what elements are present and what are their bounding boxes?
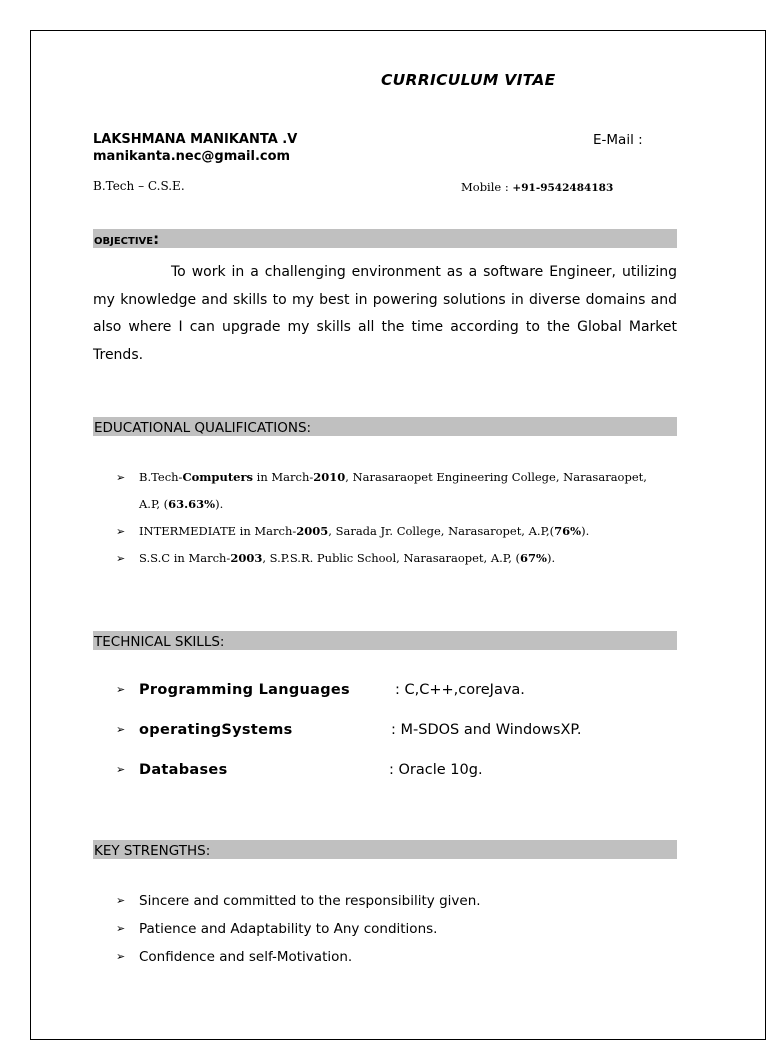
list-item: ➢ B.Tech-Computers in March-2010, Narasaraopet Engineering College, Narasaraopet, A.P, (63.63%).: [93, 464, 683, 518]
skill-label: Programming Languages: [139, 682, 350, 698]
mobile-label: Mobile :: [461, 180, 509, 194]
arrow-bullet-icon: ➢: [116, 763, 126, 776]
email-label: E-Mail :: [593, 132, 643, 148]
mobile-number: +91-9542484183: [512, 182, 614, 194]
education-heading: EDUCATIONAL QUALIFICATIONS:: [94, 419, 312, 436]
skill-value: : M-SDOS and WindowsXP.: [391, 722, 582, 738]
email-address: manikanta.nec@gmail.com: [93, 149, 291, 164]
education-heading-bar: [93, 417, 677, 436]
list-item: ➢ Confidence and self-Motivation.: [93, 943, 677, 971]
degree: B.Tech – C.S.E.: [93, 179, 185, 193]
document-title: CURRICULUM VITAE: [381, 71, 556, 89]
list-item: ➢ Sincere and committed to the responsibility given.: [93, 887, 677, 915]
strengths-heading: KEY STRENGTHS:: [94, 842, 211, 859]
arrow-bullet-icon: ➢: [116, 950, 126, 963]
skills-heading-bar: [93, 631, 677, 650]
arrow-bullet-icon: ➢: [116, 723, 126, 736]
arrow-bullet-icon: ➢: [116, 525, 126, 538]
objective-heading: OBJECTIVE:: [94, 230, 160, 248]
objective-text: To work in a challenging environment as a software Engineer, utilizing my knowledge and skills to my best in powering solutions in diverse domains and also where I can upgrade my skills all the time according to the Global Market Trends.: [93, 264, 677, 363]
strengths-list: [93, 887, 677, 971]
list-item: [93, 718, 677, 758]
arrow-bullet-icon: ➢: [116, 894, 126, 907]
skills-list: [93, 678, 677, 798]
mobile-contact: [461, 180, 613, 194]
arrow-bullet-icon: ➢: [116, 922, 126, 935]
resume-page: [30, 30, 766, 1040]
skill-label: Databases: [139, 762, 228, 778]
skill-value: : Oracle 10g.: [389, 762, 483, 778]
arrow-bullet-icon: ➢: [116, 683, 126, 696]
objective-heading-bar: [93, 229, 677, 248]
arrow-bullet-icon: ➢: [116, 471, 126, 484]
candidate-name: LAKSHMANA MANIKANTA .V: [93, 132, 298, 147]
list-item: [93, 678, 677, 718]
list-item: [93, 758, 677, 798]
list-item: ➢ Patience and Adaptability to Any conditions.: [93, 915, 677, 943]
skill-value: : C,C++,coreJava.: [395, 682, 525, 698]
skill-label: operatingSystems: [139, 722, 293, 738]
education-list: [93, 464, 683, 572]
strengths-heading-bar: [93, 840, 677, 859]
list-item: ➢ S.S.C in March-2003, S.P.S.R. Public School, Narasaraopet, A.P, (67%).: [93, 545, 683, 572]
arrow-bullet-icon: ➢: [116, 552, 126, 565]
skills-heading: TECHNICAL SKILLS:: [94, 633, 225, 650]
list-item: ➢ INTERMEDIATE in March-2005, Sarada Jr. College, Narasaropet, A.P,(76%).: [93, 518, 683, 545]
